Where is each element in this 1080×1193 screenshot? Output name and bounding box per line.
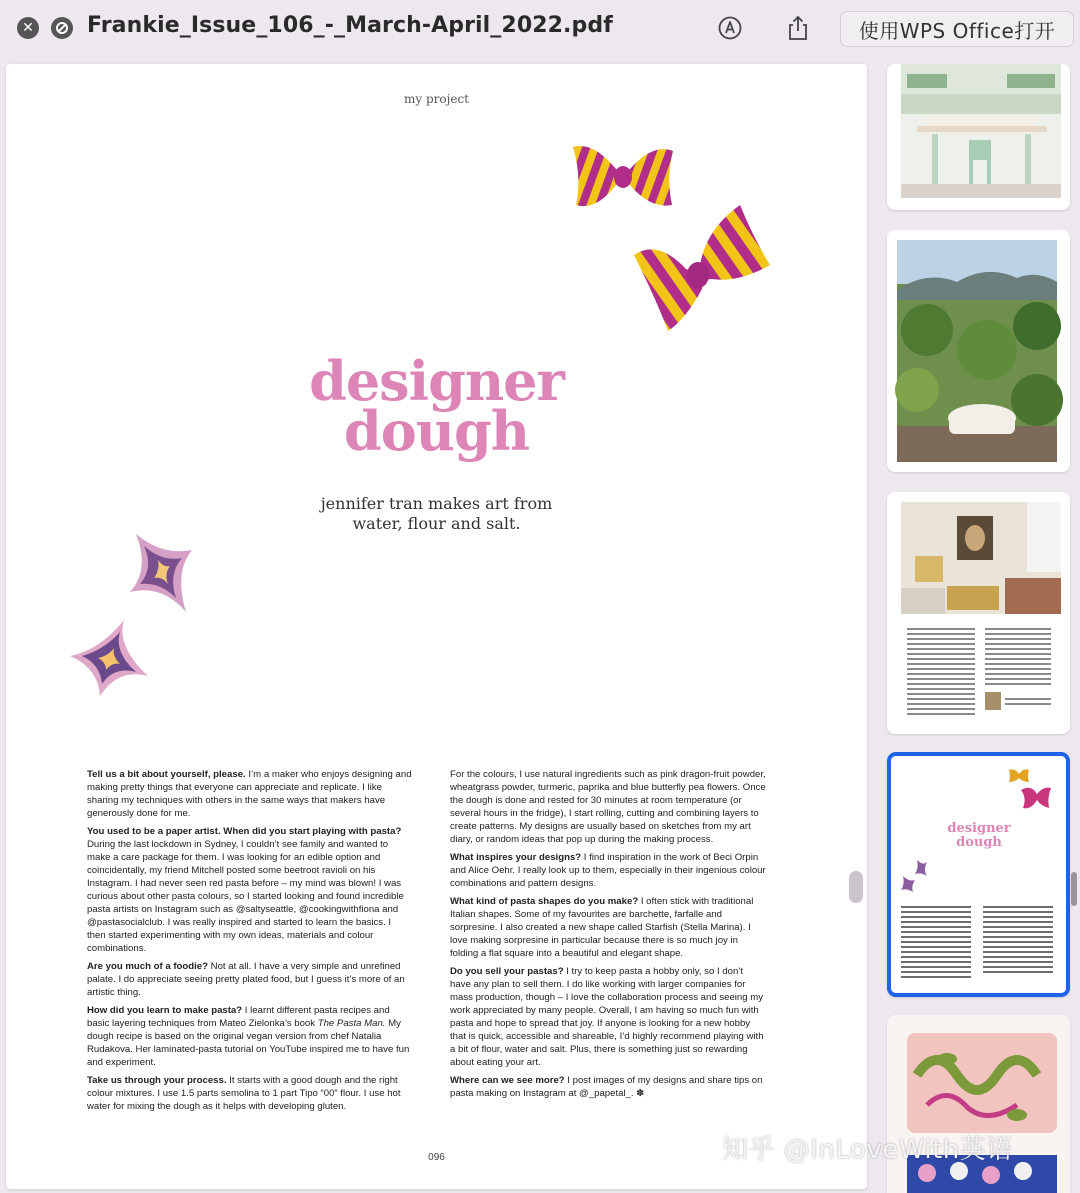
article-paragraph xyxy=(450,895,766,960)
interview-question: Do you sell your pastas? xyxy=(450,966,564,977)
page-kicker: my project xyxy=(404,92,469,106)
subtitle-line-2: water, flour and salt. xyxy=(352,514,521,533)
interview-answer: For the colours, I use natural ingredients such as pink dragon-fruit powder, wheatgrass powder, turmeric, paprika and blue butterfly pea flowers. Once the dough is done and rested for 30 minutes at room temperature (or several hours in the fridge), I start rolling, cutting and combining layers to create patterns. My designs are usually based on sketches from my art diary, or random ideas that pop up during the making process. xyxy=(450,769,766,845)
article-paragraph xyxy=(87,768,412,820)
thumbnail-garden-bath-image xyxy=(887,230,1070,472)
interview-question: Tell us a bit about yourself, please. xyxy=(87,769,246,780)
headline-line-1: designer xyxy=(309,349,564,413)
starfish-pasta-image-2 xyxy=(66,616,154,702)
interview-answer-continued: My dough recipe is based on the original vegan version from chef Natalia Rudakova. Her laminated-pasta tutorial on YouTube inspired me to have fun and experiment. xyxy=(87,1018,410,1068)
article-paragraph xyxy=(450,851,766,890)
article-headline xyxy=(6,349,867,463)
article-column-right xyxy=(450,768,766,1105)
book-title: The Pasta Man. xyxy=(317,1018,386,1029)
interview-question: What kind of pasta shapes do you make? xyxy=(450,896,639,907)
mini-headline-line-1: designer xyxy=(947,821,1011,836)
interview-answer: I find inspiration in the work of Beci Orpin and Alice Oehr. I really look up to them, especially in their ingenious colour combinations and pattern designs. xyxy=(450,852,766,889)
thumbnail-interior-page xyxy=(887,492,1070,734)
page-thumbnail-097[interactable] xyxy=(887,1015,1070,1193)
page-number: 096 xyxy=(428,1152,445,1163)
pdf-page xyxy=(6,64,867,1189)
article-paragraph xyxy=(450,1074,766,1100)
open-with-wps-button[interactable]: 使用WPS Office打开 xyxy=(840,11,1074,47)
page-thumbnail-093[interactable] xyxy=(887,64,1070,210)
interview-question: You used to be a paper artist. When did you start playing with pasta? xyxy=(87,826,402,837)
page-thumbnail-095[interactable] xyxy=(887,492,1070,734)
article-paragraph xyxy=(87,1004,412,1069)
mini-headline-line-2: dough xyxy=(956,835,1002,850)
interview-answer: It starts with a good dough and the right colour mixtures. I use 1.5 parts semolina to 1 part Tipo “00” flour. I use hot water for mixing the dough as it helps with developing gluten. xyxy=(87,1075,401,1112)
interview-answer: I learnt different pasta recipes and basic layering techniques from Mateo Zielonka’s book xyxy=(87,1005,390,1029)
watermark-text: 知乎 @InLoveWith英语 xyxy=(722,1135,1013,1165)
article-column-left xyxy=(87,768,412,1118)
interview-answer: Not at all. I have a very simple and unrefined palate. I do appreciate seeing pretty plated food, but I guess it’s more of an artistic thing. xyxy=(87,961,405,998)
page-thumbnail-094[interactable] xyxy=(887,230,1070,472)
slash-circle-icon[interactable] xyxy=(51,17,73,39)
interview-question: What inspires your designs? xyxy=(450,852,582,863)
headline-line-2: dough xyxy=(343,399,530,463)
markup-pen-icon[interactable] xyxy=(716,14,744,42)
interview-question: Take us through your process. xyxy=(87,1075,227,1086)
interview-question: Are you much of a foodie? xyxy=(87,961,208,972)
thumbnail-current-page xyxy=(891,756,1066,993)
article-paragraph xyxy=(87,1074,412,1113)
interview-answer: I’m a maker who enjoys designing and making pretty things that everyone can appreciate and replicate. I like sharing my techniques with others in the same ways that makers have generously done for me. xyxy=(87,769,412,819)
thumbnail-kitchen-image xyxy=(887,64,1070,210)
thumbnail-pasta-pattern-image xyxy=(887,1015,1070,1193)
interview-answer: I post images of my designs and share tips on pasta making on Instagram at @_papetal_. ✽ xyxy=(450,1075,763,1099)
interview-question: How did you learn to make pasta? xyxy=(87,1005,243,1016)
thumbnail-scrollbar-thumb[interactable] xyxy=(1071,872,1077,906)
interview-answer: I often stick with traditional Italian shapes. Some of my favourites are barchette, farfalle and sorpresine. I also created a new shape called Starfish (Stella Marina). I love making sorpresine in particular because there is so much joy in folding a flat square into a beautiful and elegant shape. xyxy=(450,896,754,959)
starfish-pasta-image-1 xyxy=(124,526,202,618)
page-thumbnail-096-selected[interactable] xyxy=(887,752,1070,997)
document-title: Frankie_Issue_106_-_March-April_2022.pdf xyxy=(87,13,613,38)
article-paragraph xyxy=(87,825,412,955)
interview-answer: I try to keep pasta a hobby only, so I don’t have any plan to sell them. I do like working with larger companies for mass production, though – I love the collaboration process and seeing my work appreciated by many people. Overall, I am having so much fun with pasta and hope to spread that joy. If anyone is looking for a new hobby that is quick, accessible and shareable, I’d highly recommend playing with a bit of flour, water and salt. Plus, there is something just so rewarding about eating your art. xyxy=(450,966,764,1068)
article-paragraph xyxy=(450,965,766,1069)
article-paragraph xyxy=(450,768,766,846)
bowtie-pasta-image-2 xyxy=(628,199,773,334)
interview-answer: During the last lockdown in Sydney, I couldn’t see family and wanted to make a care package for them. I was looking for an edible option and coincidentally, my friend Mitchell posted some beetroot ravioli on his Instagram. I had never seen red pasta before – my mind was blown! I was curious about other pasta colours, so I started looking and found incredible pasta artists on Instagram such as @saltyseattle, @cookingwithfiona and @pastasocialclub. I was really inspired and started to learn the basics. I then started experimenting with my own ideas, materials and colour combinations. xyxy=(87,839,404,954)
title-bar xyxy=(0,0,1080,58)
interview-question: Where can we see more? xyxy=(450,1075,565,1086)
close-icon[interactable]: ✕ xyxy=(17,17,39,39)
subtitle-line-1: jennifer tran makes art from xyxy=(320,494,553,513)
share-icon[interactable] xyxy=(784,14,812,42)
page-scrollbar-thumb[interactable] xyxy=(849,871,863,903)
article-paragraph xyxy=(87,960,412,999)
